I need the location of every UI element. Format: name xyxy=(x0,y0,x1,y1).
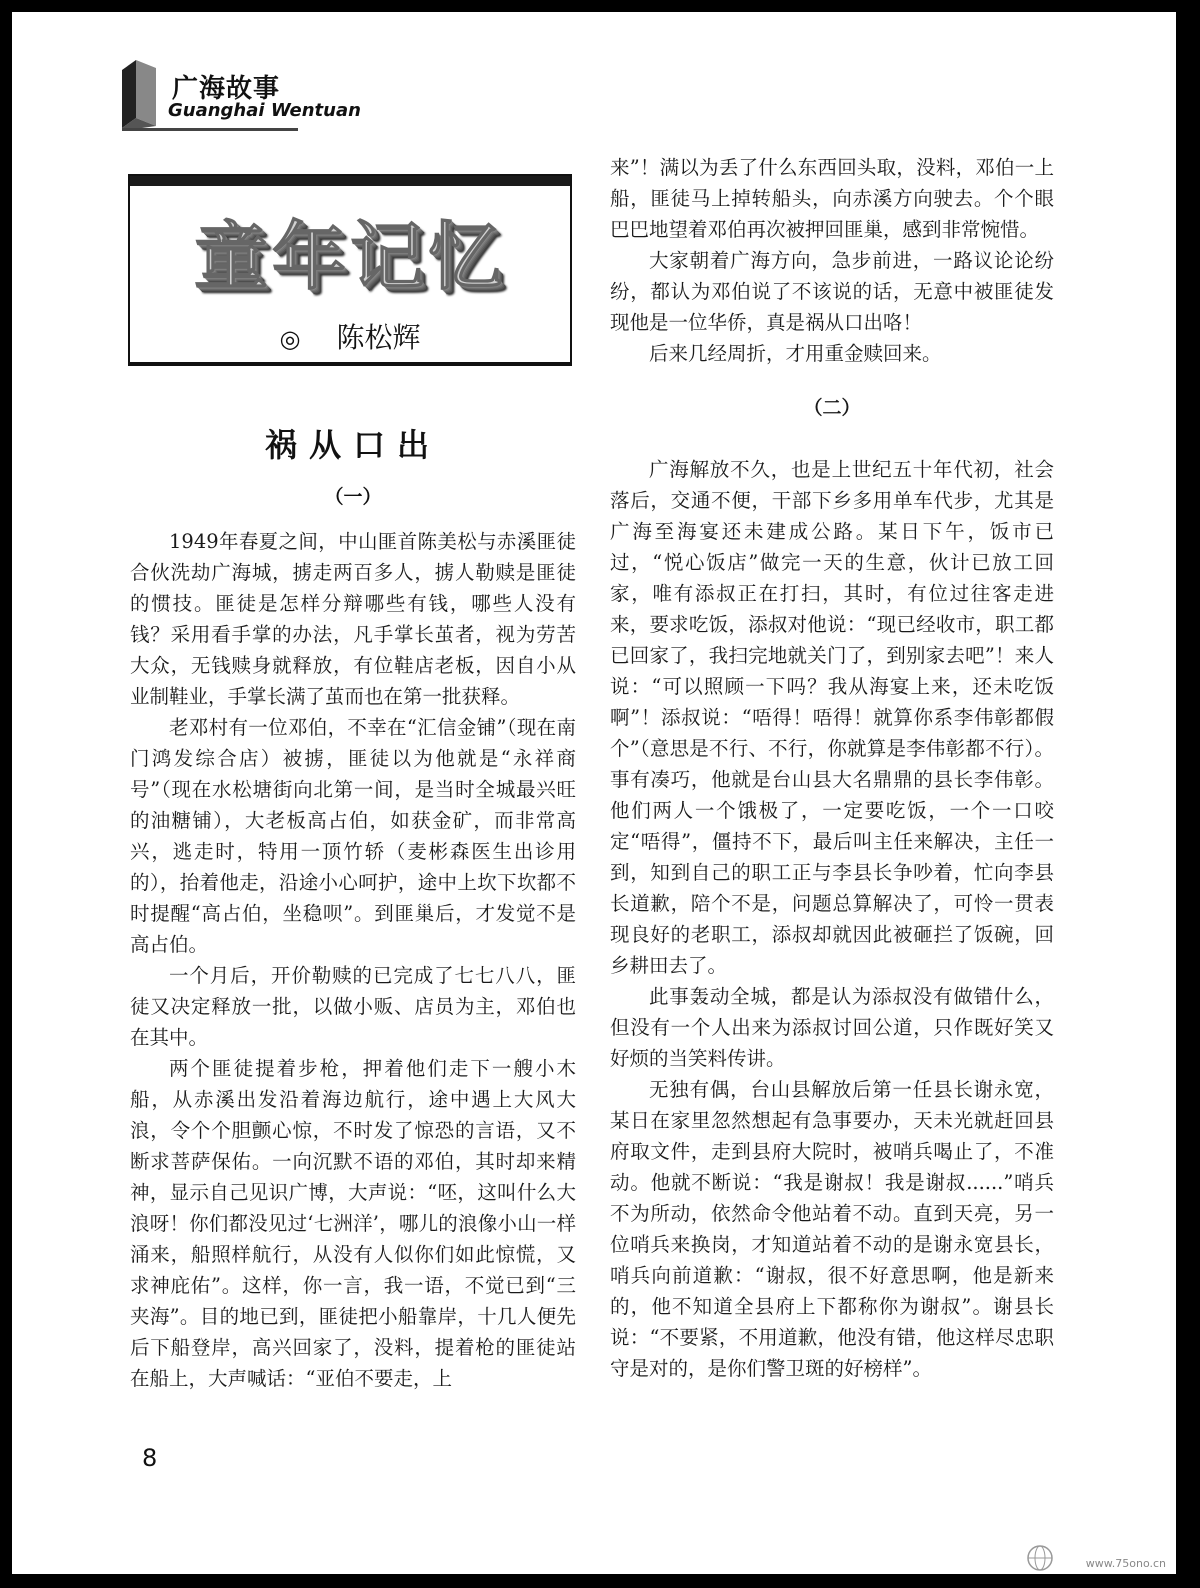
article-title-box xyxy=(128,174,572,366)
author-name: 陈松辉 xyxy=(336,321,421,354)
header-divider xyxy=(122,128,298,131)
magazine-page xyxy=(12,12,1176,1574)
title-box-top-bar xyxy=(130,176,570,186)
right-column xyxy=(610,152,1054,1384)
left-column xyxy=(130,526,576,1394)
section-title: 祸从口出 xyxy=(264,426,441,464)
paragraph: 老邓村有一位邓伯，不幸在“汇信金铺”（现在南门鸿发综合店）被掳，匪徒以为他就是“永祥商号”（现在水松塘街向北第一间，是当时全城最兴旺的油糖铺），大老板高占伯，如获金矿，而非常高兴，逃走时，特用一顶竹轿（麦彬森医生出诊用的），抬着他走，沿途小心呵护，途中上坎下坎都不时提醒“高占伯，坐稳呗”。到匪巢后，才发觉不是高占伯。 xyxy=(130,716,576,956)
paragraph: 大家朝着广海方向，急步前进，一路议论论纷纷，都认为邓伯说了不该说的话，无意中被匪徒发现他是一位华侨，真是祸从口出咯！ xyxy=(610,249,1054,334)
part-one-heading: （一） xyxy=(324,486,382,508)
paragraph: 后来几经周折，才用重金赎回来。 xyxy=(649,342,942,365)
paragraph: 一个月后，开价勒赎的已完成了七七八八，匪徒又决定释放一批，以做小贩、店员为主，邓伯也在其中。 xyxy=(130,964,576,1049)
part-two-heading: （二） xyxy=(803,397,861,419)
magazine-name-en: Guanghai Wentuan xyxy=(168,100,361,121)
magazine-name-cn: 广海故事 xyxy=(172,74,281,104)
page-number: 8 xyxy=(142,1444,158,1472)
paragraph: 广海解放不久，也是上世纪五十年代初，社会落后，交通不便，干部下乡多用单车代步，尤其是广海至海宴还未建成公路。某日下午，饭市已过，“悦心饭店”做完一天的生意，伙计已放工回家，唯有添叔正在打扫，其时，有位过往客走进来，要求吃饭，添叔对他说：“现已经收市，职工都已回家了，我扫完地就关门了，到别家去吧”！来人说：“可以照顾一下吗？我从海宴上来，还未吃饭啊”！添叔说：“唔得！唔得！就算你系李伟彰都假个”（意思是不行、不行，你就算是李伟彰都不行）。事有凑巧，他就是台山县大名鼎鼎的县长李伟彰。他们两人一个饿极了，一定要吃饭，一个一口咬定“唔得”，僵持不下，最后叫主任来解决，主任一到，知到自己的职工正与李县长争吵着，忙向李县长道歉，陪个不是，问题总算解决了，可怜一贯表现良好的老职工，添叔却就因此被砸拦了饭碗，回乡耕田去了。 xyxy=(610,458,1054,977)
watermark-text: www.75ono.cn xyxy=(1085,1557,1166,1570)
paragraph: 两个匪徒提着步枪，押着他们走下一艘小木船，从赤溪出发沿着海边航行，途中遇上大风大浪，令个个胆颤心惊，不时发了惊恐的言语，又不断求菩萨保佑。一向沉默不语的邓伯，其时却来精神，显示自己见识广博，大声说：“呸，这叫什么大浪呀！你们都没见过‘七洲洋’，哪儿的浪像小山一样涌来，船照样航行，从没有人似你们如此惊慌，又求神庇佑”。这样，你一言，我一语，不觉已到“三夹海”。目的地已到，匪徒把小船靠岸，十几人便先后下船登岸，高兴回家了，没料，提着枪的匪徒站在船上，大声喊话：“亚伯不要走，上 xyxy=(130,1057,576,1390)
paragraph: 1949年春夏之间，中山匪首陈美松与赤溪匪徒合伙洗劫广海城，掳走两百多人，掳人勒赎是匪徒的惯技。匪徒是怎样分辩哪些有钱，哪些人没有钱？采用看手掌的办法，凡手掌长茧者，视为劳苦大众，无钱赎身就释放，有位鞋店老板，因自小从业制鞋业，手掌长满了茧而也在第一批获释。 xyxy=(130,530,576,708)
paragraph: 无独有偶，台山县解放后第一任县长谢永宽，某日在家里忽然想起有急事要办，天未光就赶回县府取文件，走到县府大院时，被哨兵喝止了，不准动。他就不断说：“我是谢叔！我是谢叔......”哨兵不为所动，依然命令他站着不动。直到天亮，另一位哨兵来换岗，才知道站着不动的是谢永宽县长，哨兵向前道歉：“谢叔，很不好意思啊，他是新来的，他不知道全县府上下都称你为谢叔”。谢县长说：“不要紧，不用道歉，他没有错，他这样尽忠职守是对的，是你们警卫斑的好榜样”。 xyxy=(610,1078,1054,1380)
paragraph: 来”！满以为丢了什么东西回头取，没料，邓伯一上船，匪徒马上掉转船头，向赤溪方向驶去。个个眼巴巴地望着邓伯再次被押回匪巢，感到非常惋惜。 xyxy=(610,156,1054,241)
magazine-logo-icon xyxy=(122,60,156,128)
author-line xyxy=(130,316,570,356)
article-title: 童年记忆 xyxy=(194,214,506,300)
author-mark-icon: ◎ xyxy=(279,325,301,353)
paragraph: 此事轰动全城，都是认为添叔没有做错什么，但没有一个人出来为添叔讨回公道，只作既好笑又好烦的当笑料传讲。 xyxy=(610,985,1054,1070)
